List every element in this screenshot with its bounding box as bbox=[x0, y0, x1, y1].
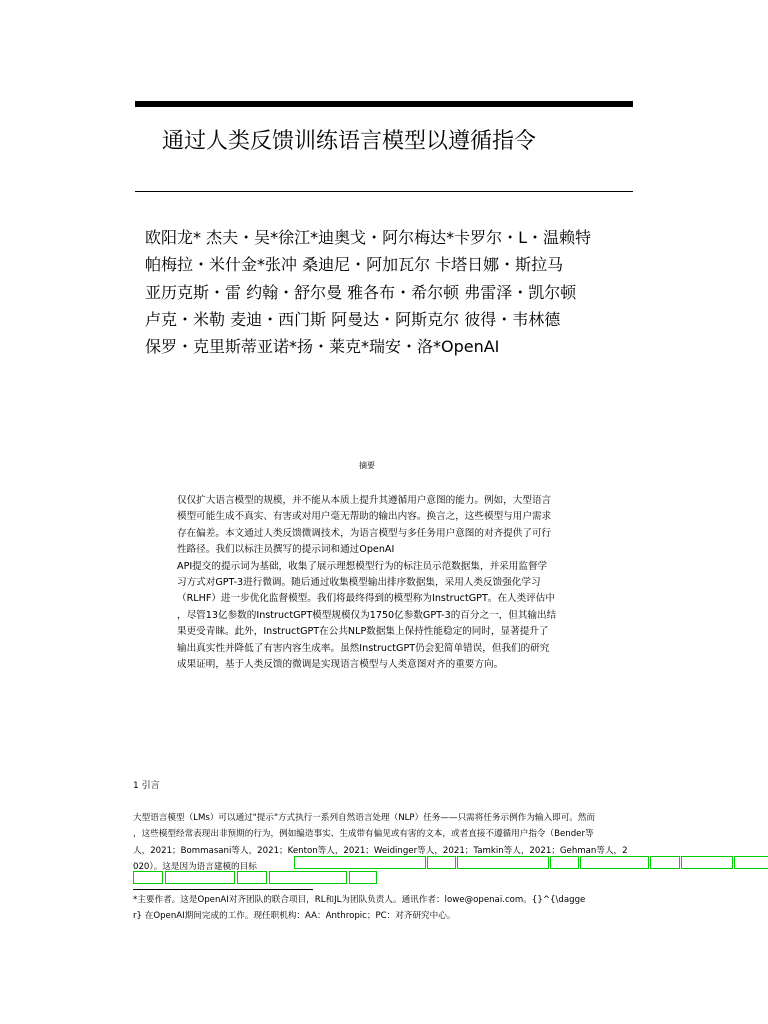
author-line: 欧阳龙* 杰夫・吴*徐江*迪奥戈・阿尔梅达*卡罗尔・L・温赖特 bbox=[145, 228, 592, 247]
abstract-line: 性路径。我们以标注员撰写的提示词和通过OpenAI bbox=[177, 544, 395, 556]
footnote-rule bbox=[133, 889, 313, 890]
citation-link-box[interactable] bbox=[550, 856, 579, 869]
author-line: 卢克・米勒 麦迪・西门斯 阿曼达・阿斯克尔 彼得・韦林德 bbox=[145, 309, 561, 329]
intro-line: 人，2021；Bommasani等人，2021；Kenton等人，2021；Weidinger等人，2021；Tamkin等人，2021；Gehman等人，2 bbox=[133, 845, 628, 856]
citation-link-box[interactable] bbox=[237, 871, 267, 884]
abstract-body bbox=[177, 493, 592, 673]
intro-line: 020）。这是因为语言建模的目标 bbox=[133, 862, 257, 873]
intro-line: 大型语言模型（LMs）可以通过"提示"方式执行一系列自然语言处理（NLP）任务——只需将任务示例作为输入即可。然而 bbox=[133, 813, 596, 823]
abstract-line: 成果证明，基于人类反馈的微调是实现语言模型与人类意图对齐的重要方向。 bbox=[177, 659, 504, 671]
intro-line: ，这些模型经常表现出非预期的行为，例如编造事实、生成带有偏见或有害的文本，或者直接不遵循用户指令（Bender等 bbox=[133, 829, 594, 840]
abstract-line: 模型可能生成不真实、有害或对用户毫无帮助的输出内容。换言之，这些模型与用户需求 bbox=[177, 511, 552, 523]
footnote-line: r} 在OpenAI期间完成的工作。现任职机构：AA：Anthropic；PC：对齐研究中心。 bbox=[133, 911, 456, 921]
author-list bbox=[145, 224, 625, 360]
citation-link-box[interactable] bbox=[349, 871, 377, 884]
abstract-line: 习方式对GPT-3进行微调。随后通过收集模型输出排序数据集，采用人类反馈强化学习 bbox=[177, 577, 541, 589]
abstract-line: 果更受青睐。此外，InstructGPT在公共NLP数据集上保持性能稳定的同时，显著提升了 bbox=[177, 626, 549, 638]
title-rule bbox=[135, 191, 633, 192]
citation-link-box[interactable] bbox=[580, 856, 649, 869]
author-line: 帕梅拉・米什金*张冲 桑迪尼・阿加瓦尔 卡塔日娜・斯拉马 bbox=[145, 255, 564, 275]
abstract-line: 存在偏差。本文通过人类反馈微调技术，为语言模型与多任务用户意图的对齐提供了可行 bbox=[177, 527, 552, 539]
footnote-line: *主要作者。这是OpenAI对齐团队的联合项目，RL和JL为团队负责人。通讯作者：lowe@openai.com。{}^{\dagge bbox=[133, 895, 586, 905]
citation-link-box[interactable] bbox=[427, 856, 456, 869]
citation-link-box[interactable] bbox=[650, 856, 680, 869]
citation-link-box[interactable] bbox=[269, 871, 347, 884]
abstract-line: （RLHF）进一步优化监督模型。我们将最终得到的模型称为InstructGPT。在人类评估中 bbox=[177, 593, 555, 605]
citation-link-box[interactable] bbox=[294, 856, 426, 869]
citation-link-box[interactable] bbox=[165, 871, 235, 884]
citation-link-box[interactable] bbox=[681, 856, 733, 869]
paper-title: 通过人类反馈训练语言模型以遵循指令 bbox=[162, 129, 537, 154]
footnote bbox=[133, 892, 638, 924]
citation-link-box[interactable] bbox=[457, 856, 549, 869]
abstract-line: 仅仅扩大语言模型的规模，并不能从本质上提升其遵循用户意图的能力。例如，大型语言 bbox=[177, 495, 552, 506]
citation-link-box[interactable] bbox=[133, 871, 163, 884]
abstract-line: ，尽管13亿参数的InstructGPT模型规模仅为1750亿参数GPT-3的百分之一，但其输出结 bbox=[177, 609, 557, 621]
abstract-line: API提交的提示词为基础，收集了展示理想模型行为的标注员示范数据集，并采用监督学 bbox=[177, 560, 548, 572]
top-rule bbox=[135, 101, 633, 107]
abstract-line: 输出真实性并降低了有害内容生成率。虽然InstructGPT仍会犯简单错误，但我们的研究 bbox=[177, 642, 550, 654]
section-heading: 1 引言 bbox=[133, 781, 160, 791]
author-line: 亚历克斯・雷 约翰・舒尔曼 雅各布・希尔顿 弗雷泽・凯尔顿 bbox=[145, 282, 577, 302]
abstract-heading: 摘要 bbox=[359, 461, 375, 470]
citation-link-box[interactable] bbox=[734, 856, 768, 869]
author-line: 保罗・克里斯蒂亚诺*扬・莱克*瑞安・洛*OpenAI bbox=[145, 337, 500, 357]
